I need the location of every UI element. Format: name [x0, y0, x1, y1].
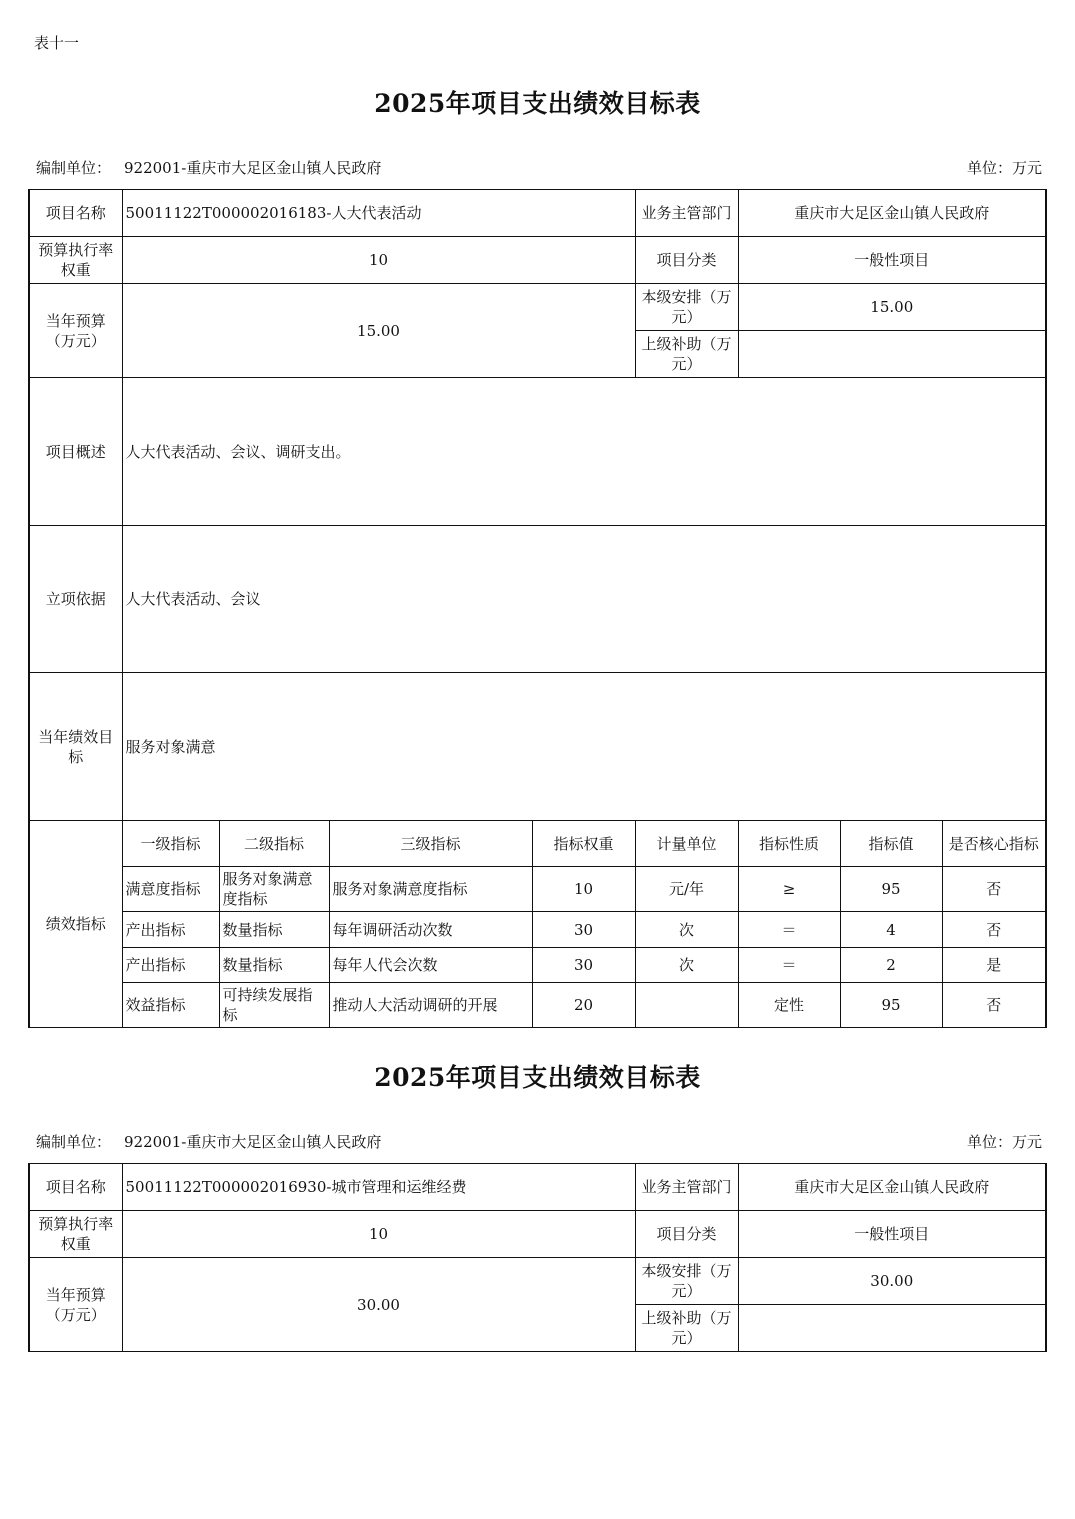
indicator-level3: 每年人代会次数 [329, 948, 532, 983]
performance-table [28, 1163, 1047, 1352]
header-level2: 二级指标 [219, 821, 329, 867]
indicator-weight: 20 [532, 983, 635, 1028]
local-value: 15.00 [738, 284, 1046, 331]
table-number: 表十一 [34, 34, 80, 52]
basis-label: 立项依据 [29, 526, 122, 673]
indicator-value: 95 [840, 983, 942, 1028]
goal-label: 当年绩效目标 [29, 673, 122, 821]
indicator-unit: 次 [635, 912, 738, 948]
budget-label: 当年预算（万元） [29, 284, 122, 378]
local-label: 本级安排（万元） [635, 284, 738, 331]
indicator-unit: 次 [635, 948, 738, 983]
indicator-level2: 数量指标 [219, 912, 329, 948]
dept-value: 重庆市大足区金山镇人民政府 [738, 1164, 1046, 1211]
upper-label: 上级补助（万元） [635, 1305, 738, 1352]
local-value: 30.00 [738, 1258, 1046, 1305]
upper-value [738, 331, 1046, 378]
indicator-unit: 元/年 [635, 867, 738, 912]
indicator-weight: 30 [532, 912, 635, 948]
header-level1: 一级指标 [122, 821, 219, 867]
performance-table [28, 189, 1047, 1028]
upper-value [738, 1305, 1046, 1352]
indicator-level2: 可持续发展指标 [219, 983, 329, 1028]
indicator-core: 是 [942, 948, 1046, 983]
header-nature: 指标性质 [738, 821, 840, 867]
indicators-label: 绩效指标 [29, 821, 122, 1028]
basis-value: 人大代表活动、会议 [122, 526, 1046, 673]
category-value: 一般性项目 [738, 237, 1046, 284]
dept-value: 重庆市大足区金山镇人民政府 [738, 190, 1046, 237]
indicator-level3: 服务对象满意度指标 [329, 867, 532, 912]
local-label: 本级安排（万元） [635, 1258, 738, 1305]
header-unit: 计量单位 [635, 821, 738, 867]
budget-label: 当年预算（万元） [29, 1258, 122, 1352]
indicator-weight: 10 [532, 867, 635, 912]
indicator-nature: ≥ [738, 867, 840, 912]
indicator-value: 2 [840, 948, 942, 983]
header-level3: 三级指标 [329, 821, 532, 867]
overview-label: 项目概述 [29, 378, 122, 526]
indicator-nature: ＝ [738, 912, 840, 948]
upper-label: 上级补助（万元） [635, 331, 738, 378]
indicator-nature: 定性 [738, 983, 840, 1028]
unit-label: 编制单位： [36, 1133, 112, 1151]
indicator-value: 4 [840, 912, 942, 948]
currency-unit: 单位：万元 [966, 159, 1042, 177]
header-value: 指标值 [840, 821, 942, 867]
dept-label: 业务主管部门 [635, 1164, 738, 1211]
table-row [29, 867, 1046, 912]
weight-value: 10 [122, 1211, 635, 1258]
dept-label: 业务主管部门 [635, 190, 738, 237]
indicator-header-row [29, 821, 1046, 867]
indicator-core: 否 [942, 912, 1046, 948]
indicator-core: 否 [942, 867, 1046, 912]
indicator-core: 否 [942, 983, 1046, 1028]
indicator-value: 95 [840, 867, 942, 912]
budget-value: 30.00 [122, 1258, 635, 1352]
project-name-label: 项目名称 [29, 190, 122, 237]
indicator-level2: 服务对象满意度指标 [219, 867, 329, 912]
header-weight: 指标权重 [532, 821, 635, 867]
indicator-level3: 每年调研活动次数 [329, 912, 532, 948]
budget-value: 15.00 [122, 284, 635, 378]
unit-label: 编制单位： [36, 159, 112, 177]
category-value: 一般性项目 [738, 1211, 1046, 1258]
table-row [29, 912, 1046, 948]
page-title: 2025年项目支出绩效目标表 [374, 89, 701, 118]
unit-name: 922001-重庆市大足区金山镇人民政府 [124, 1133, 382, 1151]
indicator-unit [635, 983, 738, 1028]
weight-label: 预算执行率权重 [29, 237, 122, 284]
project-name-value: 50011122T000002016930-城市管理和运维经费 [122, 1164, 635, 1211]
indicator-level1: 产出指标 [122, 948, 219, 983]
project-name-value: 50011122T000002016183-人大代表活动 [122, 190, 635, 237]
currency-unit: 单位：万元 [966, 1133, 1042, 1151]
indicator-level2: 数量指标 [219, 948, 329, 983]
indicator-level1: 满意度指标 [122, 867, 219, 912]
page-title: 2025年项目支出绩效目标表 [374, 1063, 701, 1092]
indicator-nature: ＝ [738, 948, 840, 983]
unit-name: 922001-重庆市大足区金山镇人民政府 [124, 159, 382, 177]
project-name-label: 项目名称 [29, 1164, 122, 1211]
overview-value: 人大代表活动、会议、调研支出。 [122, 378, 1046, 526]
table-row [29, 948, 1046, 983]
category-label: 项目分类 [635, 237, 738, 284]
indicator-weight: 30 [532, 948, 635, 983]
table-row [29, 983, 1046, 1028]
goal-value: 服务对象满意 [122, 673, 1046, 821]
weight-value: 10 [122, 237, 635, 284]
indicator-level1: 效益指标 [122, 983, 219, 1028]
weight-label: 预算执行率权重 [29, 1211, 122, 1258]
indicator-level3: 推动人大活动调研的开展 [329, 983, 532, 1028]
category-label: 项目分类 [635, 1211, 738, 1258]
indicator-level1: 产出指标 [122, 912, 219, 948]
header-core: 是否核心指标 [942, 821, 1046, 867]
